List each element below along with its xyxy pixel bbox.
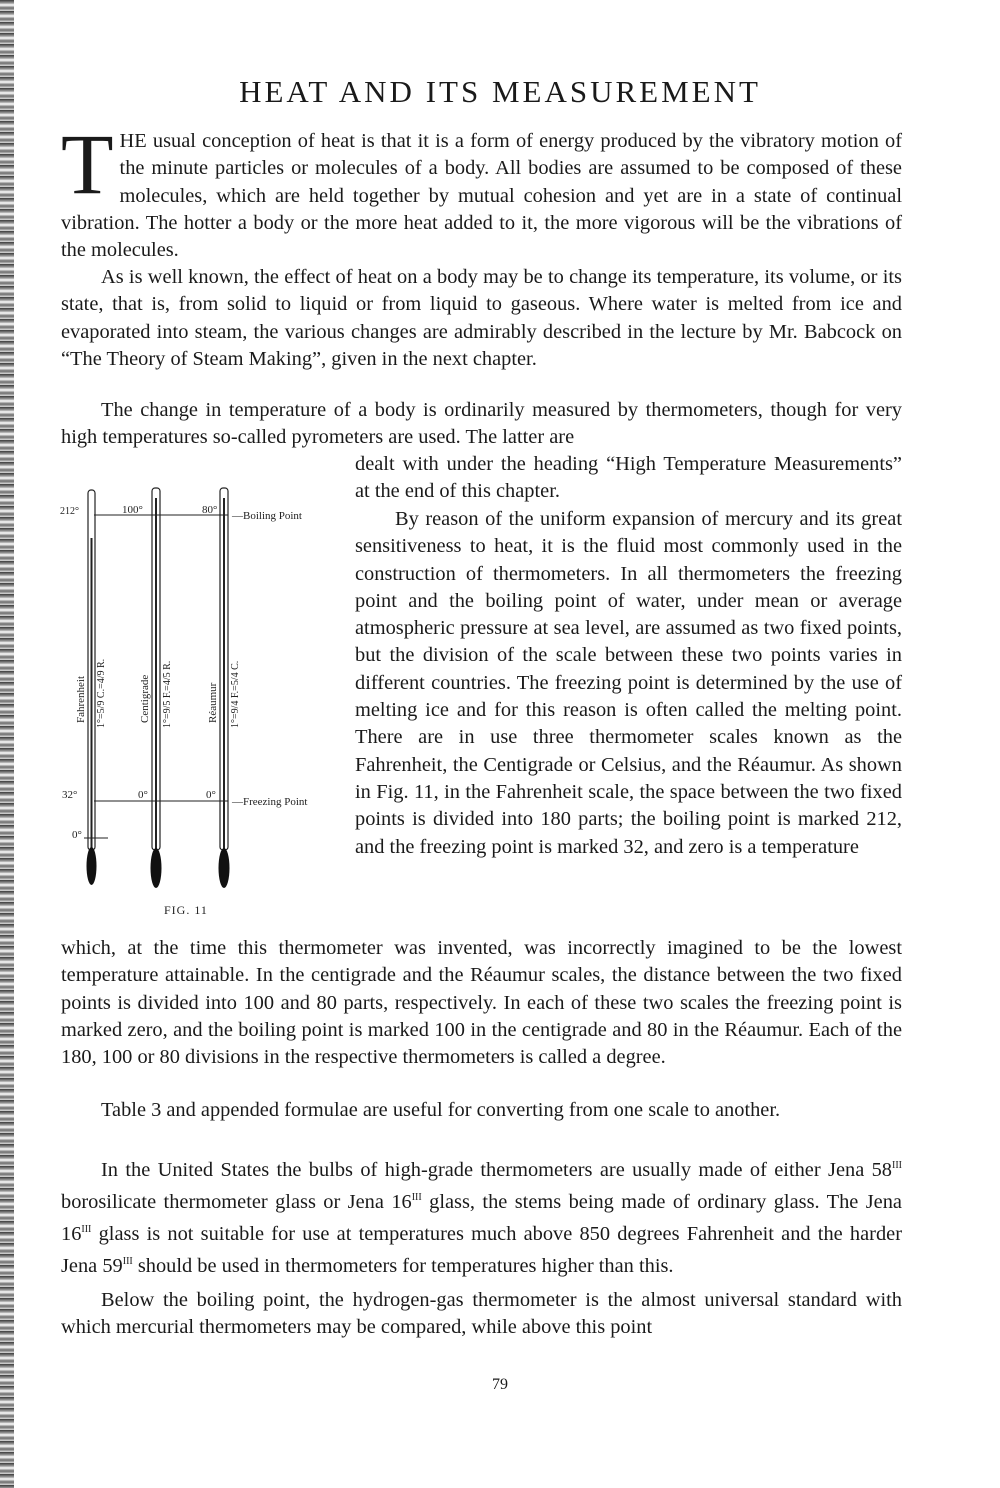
- centigrade-formula: 1°=9/5 F.=4/5 R.: [162, 660, 173, 728]
- reaumur-freeze-label: 0°: [206, 789, 216, 801]
- centigrade-thermometer: [151, 488, 162, 888]
- thermometer-diagram: [56, 478, 356, 918]
- paragraph-6: [61, 1152, 902, 1280]
- paragraph-1-text: HE usual conception of heat is that it is a form of energy produced by the vibratory motion of the minute particles or molecules of a body. All bodies are assumed to be composed of these molecules, which are held together by mutual cohesion and yet are in a state of continual vibration. The hotter a body or the more heat added to it, the more vigorous will be the vibrations of the molecules.: [61, 130, 902, 262]
- p6-part-e: should be used in thermometers for temperatures higher than this.: [132, 1255, 674, 1278]
- reaumur-bulb: [219, 848, 230, 888]
- fahrenheit-zero-label: 0°: [72, 829, 82, 841]
- paragraph-1: [61, 116, 902, 264]
- reaumur-thermometer: [219, 488, 230, 888]
- fahrenheit-formula: 1°=5/9 C.=4/9 R.: [96, 658, 107, 728]
- paragraph-2: As is well known, the effect of heat on a body may be to change its temperature, its volume, or its state, that is, from solid to liquid or from liquid to gaseous. Where water is melted from ice and evaporated into steam, the various changes are admirably described in the lecture by Mr. Babcock on “The Theory of Steam Making”, given in the next chapter.: [61, 266, 902, 370]
- paragraph-4-wrap: By reason of the uniform expansion of mercury and its great sensitiveness to heat, it is the fluid most commonly used in the construction of thermometers. In all thermometers the freezing point and the boiling point of water, under mean or average atmospheric pressure at sea level, are assumed as two fixed points, but the division of the scale between these two points varies in different countries. The freezing point is determined by the use of melting ice and for this reason is often called the melting point. There are in use three thermometer scales known as the Fahrenheit, the Centigrade or Celsius, and the Réaumur. As shown in Fig. 11, in the Fahrenheit scale, the space between the two fixed points is divided into 180 parts; the boiling point is marked 212, and the freezing point is marked 32, and zero is a temperature: [355, 508, 902, 858]
- p6-sup-2: III: [411, 1192, 422, 1204]
- p6-sup-3: III: [81, 1224, 92, 1236]
- drop-cap: T: [61, 116, 114, 212]
- fahrenheit-freeze-label: 32°: [62, 789, 78, 801]
- fahrenheit-name: Fahrenheit: [75, 675, 87, 723]
- centigrade-bulb: [151, 848, 162, 888]
- reaumur-name: Réaumur: [207, 682, 219, 723]
- p6-part-c: glass, the stems being made of ordinary glass. The Jena 16: [61, 1190, 902, 1245]
- p6-part-b: borosilicate thermometer glass or Jena 16: [61, 1190, 412, 1213]
- page-title: HEAT AND ITS MEASUREMENT: [239, 74, 761, 109]
- paragraph-3-lead: The change in temperature of a body is ordinarily measured by thermometers, though for very high temperatures so-called pyrometers are used. The latter are: [61, 399, 902, 449]
- fahrenheit-top-label: 212°: [60, 506, 79, 517]
- page-binding-edge: [0, 0, 14, 1488]
- p6-part-d: glass is not suitable for use at temperatures much above 850 degrees Fahrenheit and the harder Jena 59: [61, 1222, 902, 1278]
- paragraph-3-wrap: dealt with under the heading “High Temperature Measurements” at the end of this chapter.: [355, 453, 902, 503]
- p6-sup-4: III: [122, 1256, 133, 1268]
- centigrade-name: Centigrade: [139, 674, 151, 723]
- p6-part-a: In the United States the bulbs of high-grade thermometers are usually made of either Jena 58: [101, 1158, 892, 1181]
- paragraph-5: Table 3 and appended formulae are useful for converting from one scale to another.: [101, 1099, 781, 1121]
- freezing-point-label: —Freezing Point: [232, 796, 308, 808]
- page-number: 79: [492, 1376, 508, 1393]
- centigrade-top-label: 100°: [122, 504, 143, 516]
- fahrenheit-bulb: [87, 847, 97, 885]
- reaumur-top-label: 80°: [202, 504, 218, 516]
- boiling-point-label: —Boiling Point: [232, 510, 302, 522]
- centigrade-freeze-label: 0°: [138, 789, 148, 801]
- figure-caption: FIG. 11: [164, 903, 208, 917]
- paragraph-7: Below the boiling point, the hydrogen-gas thermometer is the almost universal standard with which mercurial thermometers may be compared, while above this point: [61, 1289, 902, 1339]
- reaumur-formula: 1°=9/4 F.=5/4 C.: [230, 660, 241, 728]
- p6-sup-1: III: [892, 1160, 902, 1171]
- paragraph-4-rest: which, at the time this thermometer was invented, was incorrectly imagined to be the lowest temperature attainable. In the centigrade and the Réaumur scales, the distance between the two fixed points is divided into 100 and 80 parts, respectively. In each of these two scales the freezing point is marked zero, and the boiling point is marked 100 in the centigrade and 80 in the Réaumur. Each of the 180, 100 or 80 divisions in the respective thermometers is called a degree.: [61, 937, 902, 1069]
- figure-11: [56, 478, 356, 918]
